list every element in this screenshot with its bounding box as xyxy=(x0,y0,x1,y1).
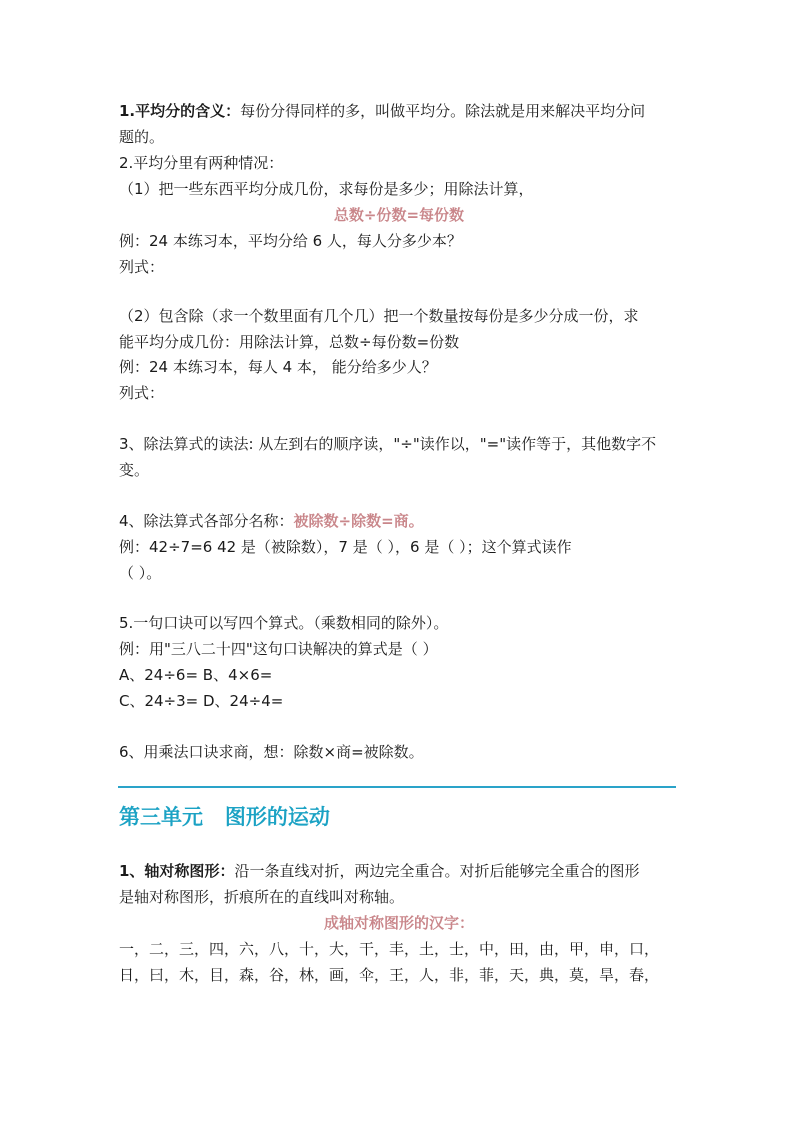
options-ab: A、24÷6= B、4×6= xyxy=(119,666,273,684)
unit-3-para-1 xyxy=(119,861,679,881)
unit-3-heading: 第三单元 图形的运动 xyxy=(119,805,330,829)
example-2: 例：24 本练习本，每人 4 本， 能分给多少人？ xyxy=(119,358,437,376)
section-4-label: 4、除法算式各部分名称： xyxy=(119,512,294,530)
example-4-cont: （ ）。 xyxy=(119,564,162,582)
formula-label-1: 列式： xyxy=(119,258,165,276)
unit-3-para-1-text: 沿一条直线对折，两边完全重合。对折后能够完全重合的图形 xyxy=(234,862,640,880)
section-3-text-cont: 变。 xyxy=(119,461,150,479)
example-1: 例：24 本练习本，平均分给 6 人，每人分多少本？ xyxy=(119,232,462,250)
section-1-line xyxy=(119,101,679,121)
section-5-text: 5.一句口诀可以写四个算式。（乘数相同的除外）。 xyxy=(119,614,449,632)
formula-label-2: 列式： xyxy=(119,384,165,402)
example-5: 例：用"三八二十四"这句口诀解决的算式是（ ） xyxy=(119,640,438,658)
formula-1: 总数÷份数=每份数 xyxy=(333,206,465,224)
section-2-intro: 2.平均分里有两种情况： xyxy=(119,154,284,172)
options-cd: C、24÷3= D、24÷4= xyxy=(119,692,284,710)
unit-3-para-1-title: 1、轴对称图形： xyxy=(119,862,235,880)
section-1-text: 每份分得同样的多，叫做平均分。除法就是用来解决平均分问 xyxy=(240,102,646,120)
section-divider xyxy=(118,786,676,788)
section-4-line xyxy=(119,511,679,531)
case-2-text-cont: 能平均分成几份：用除法计算，总数÷每份数=份数 xyxy=(119,333,460,351)
section-3-text: 3、除法算式的读法: 从左到右的顺序读，"÷"读作以，"="读作等于，其他数字不 xyxy=(119,435,657,453)
section-1-text-cont: 题的。 xyxy=(119,128,165,146)
case-1-text: （1）把一些东西平均分成几份，求每份是多少；用除法计算， xyxy=(119,180,534,198)
unit-3-para-1-cont: 是轴对称图形，折痕所在的直线叫对称轴。 xyxy=(119,888,405,906)
section-1-title: 1.平均分的含义： xyxy=(119,102,241,120)
symmetric-chars-row-2: 日，曰，木，目，森，谷，林，画，伞，王，人，非，菲，天，典，莫，旱，春， xyxy=(119,966,660,984)
example-4: 例：42÷7=6 42 是（被除数），7 是（ ），6 是（ ）；这个算式读作 xyxy=(119,538,572,556)
symmetric-chars-subheading: 成轴对称图形的汉字： xyxy=(323,914,474,932)
case-2-text: （2）包含除（求一个数里面有几个几）把一个数量按每份是多少分成一份，求 xyxy=(119,307,639,325)
section-6-text: 6、用乘法口诀求商，想：除数×商=被除数。 xyxy=(119,743,424,761)
symmetric-chars-row-1: 一，二，三，四，六，八，十，大，干，丰，土，士，中，田，由，甲，申，口， xyxy=(119,940,660,958)
section-4-formula: 被除数÷除数=商。 xyxy=(293,512,424,530)
